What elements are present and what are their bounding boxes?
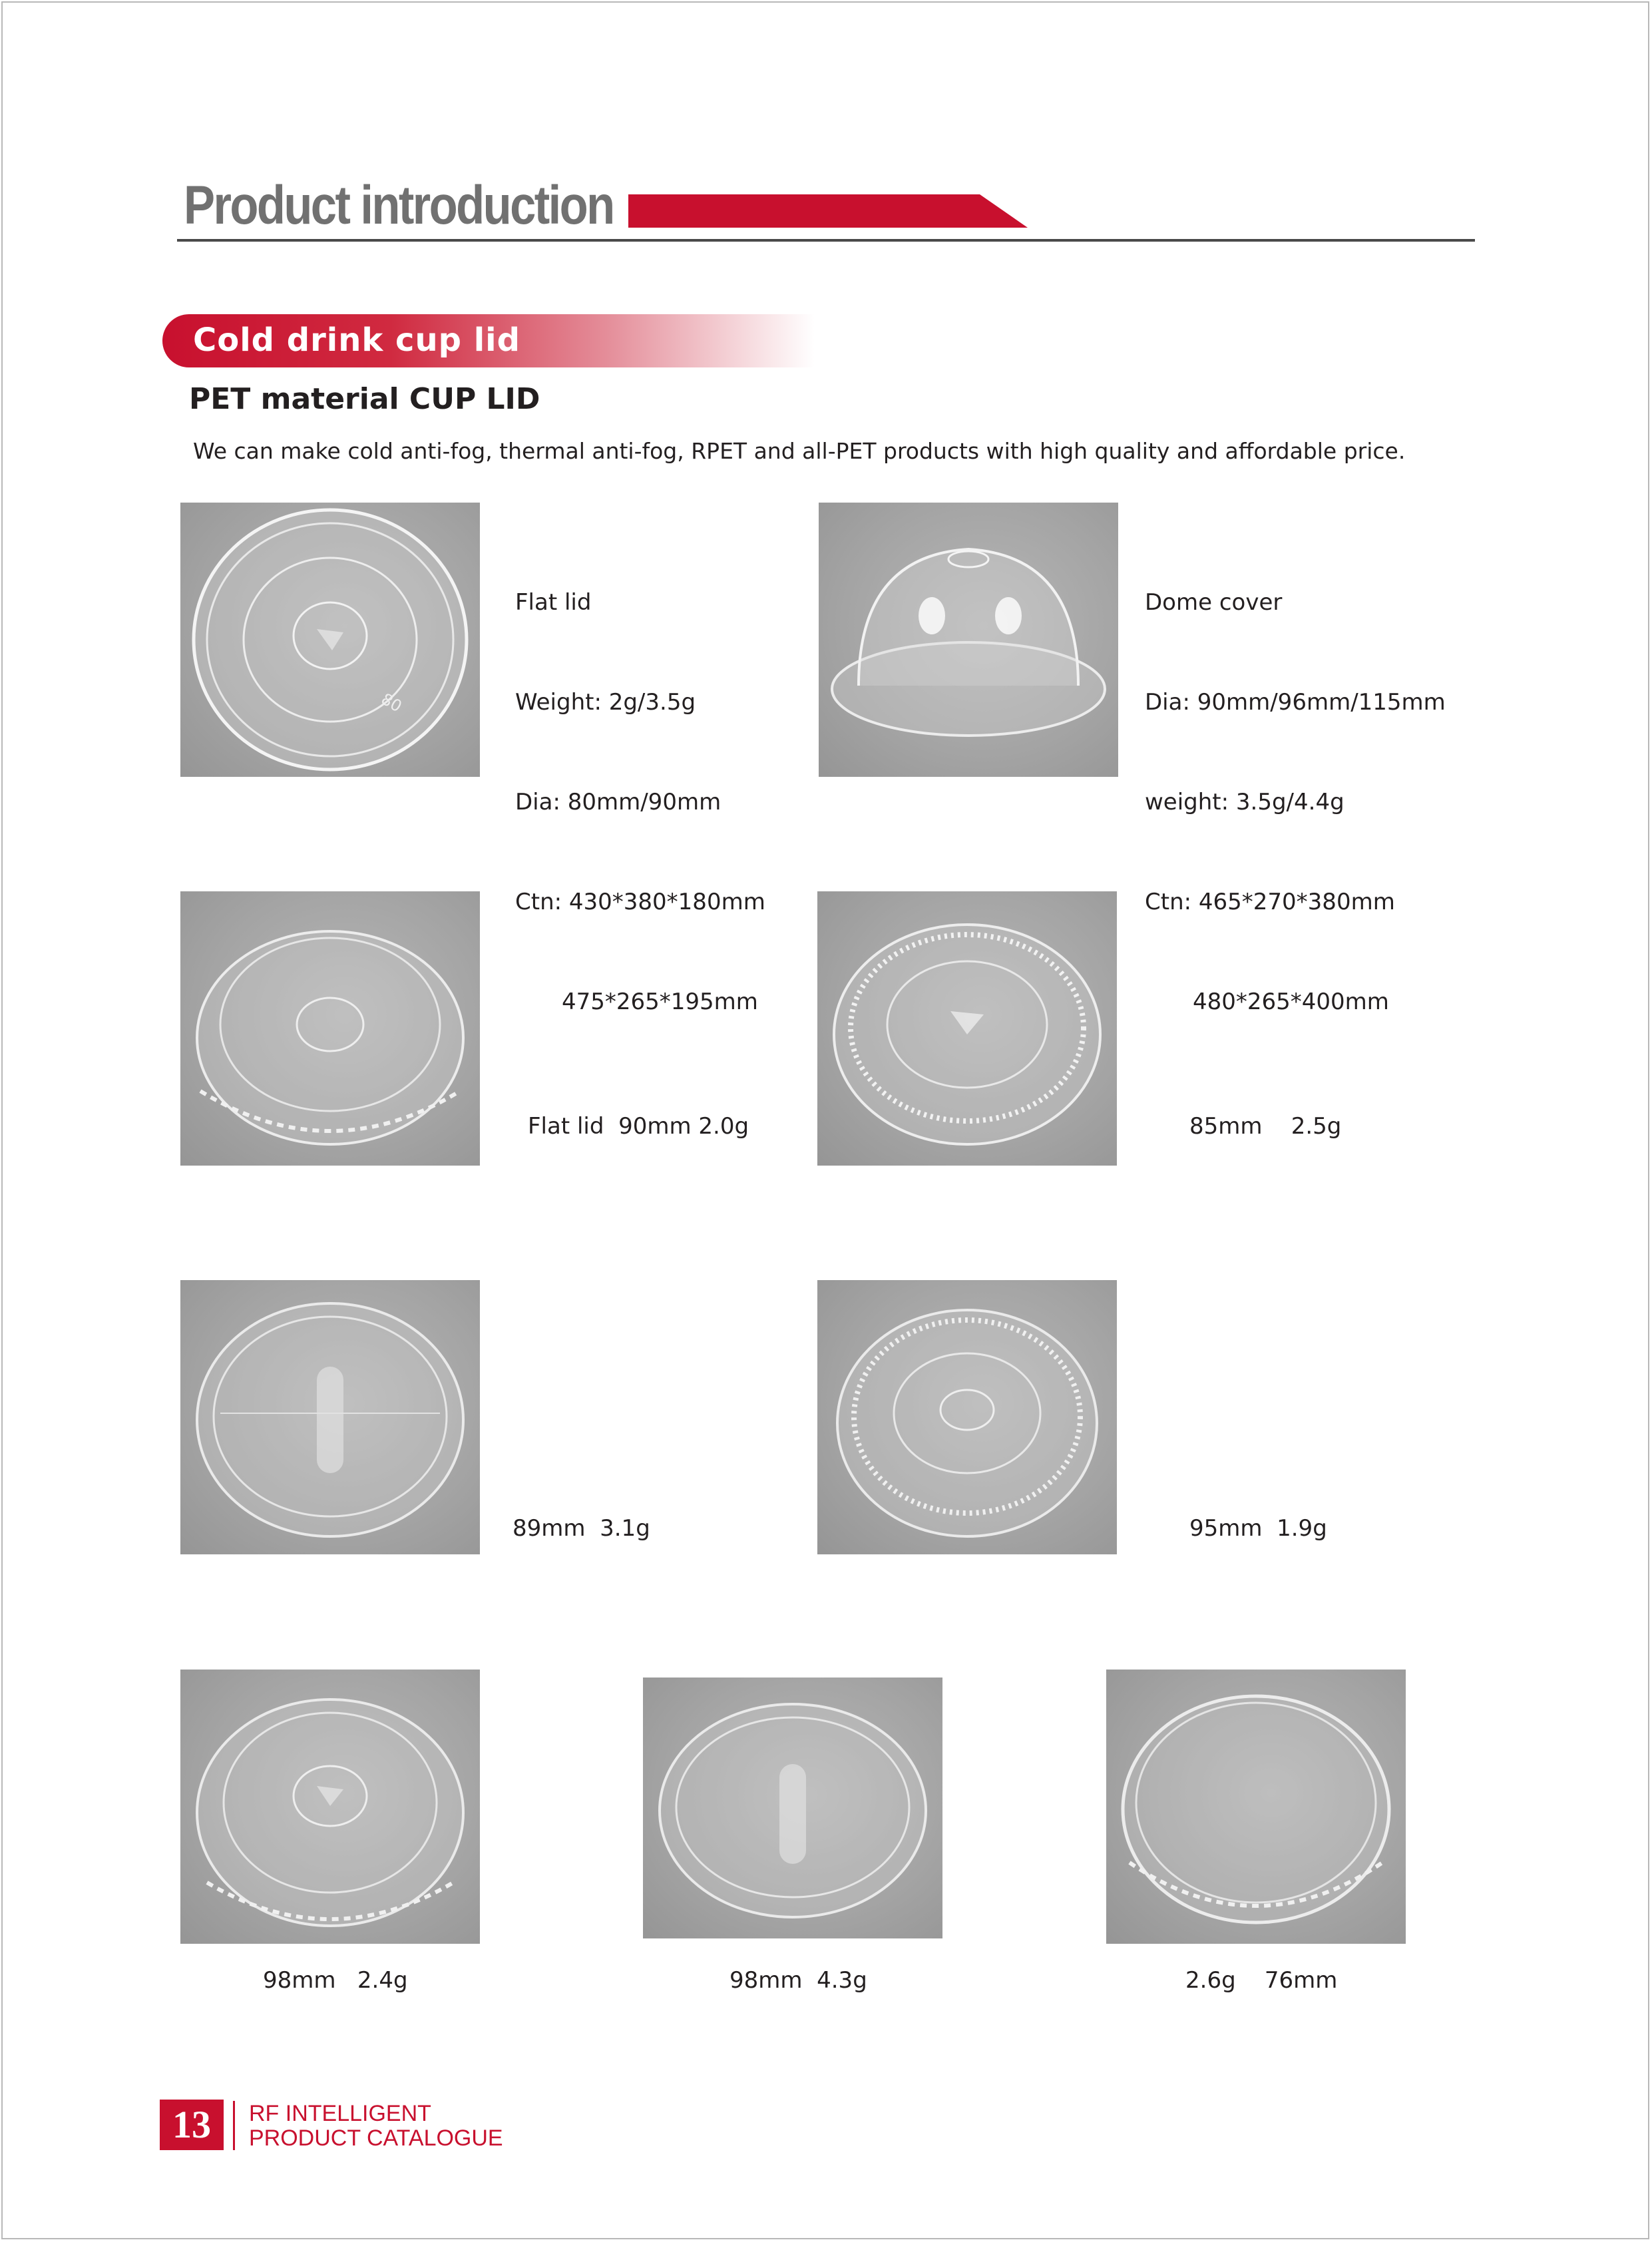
flat-lid-90mm-photo [180,891,480,1166]
footer-company: RF INTELLIGENT [249,2101,431,2126]
lid-85mm-photo [817,891,1117,1166]
lid-85mm-caption: 85mm 2.5g [1189,1113,1342,1140]
lid-76mm-caption: 2.6g 76mm [1185,1967,1338,1994]
flat-lid-photo [180,503,480,777]
lid-98mm-2-4g-photo [180,1670,480,1944]
lid-98mm-4-3g-photo [643,1678,942,1938]
title-accent-bar [628,194,1028,228]
dome-cover-ctn: Ctn: 465*270*380mm [1145,889,1395,915]
lid-76mm-photo [1106,1670,1406,1944]
lid-98mm-4-3g-caption: 98mm 4.3g [729,1967,867,1994]
section-subheading: PET material CUP LID [189,382,540,416]
dome-cover-dia: Dia: 90mm/96mm/115mm [1145,689,1446,716]
title-divider [177,239,1475,242]
dome-cover-specs [1145,519,1446,1052]
dome-cover-weight: weight: 3.5g/4.4g [1145,789,1344,815]
lid-95mm-photo [817,1280,1117,1554]
flat-lid-specs [515,519,765,1052]
dome-cover-name: Dome cover [1145,589,1283,616]
footer-divider [233,2101,235,2150]
flat-lid-90mm-caption: Flat lid 90mm 2.0g [528,1113,749,1140]
page-number: 13 [160,2100,224,2150]
svg-text:80: 80 [378,689,405,716]
flat-lid-dia: Dia: 80mm/90mm [515,789,722,815]
page-title: Product introduction [184,175,614,236]
flat-lid-ctn-2: 475*265*195mm [562,989,758,1015]
dome-cover-photo [819,503,1118,777]
lid-98mm-2-4g-caption: 98mm 2.4g [263,1967,408,1994]
flat-lid-name: Flat lid [515,589,592,616]
footer-catalogue: PRODUCT CATALOGUE [249,2126,503,2151]
lid-95mm-caption: 95mm 1.9g [1189,1515,1327,1542]
flat-lid-ctn: Ctn: 430*380*180mm [515,889,765,915]
section-intro: We can make cold anti-fog, thermal anti-fog, RPET and all-PET products with high quality and affordable price. [193,438,1406,464]
lid-89mm-caption: 89mm 3.1g [513,1515,650,1542]
section-banner-label: Cold drink cup lid [193,322,520,359]
flat-lid-weight: Weight: 2g/3.5g [515,689,696,716]
dome-cover-ctn-2: 480*265*400mm [1193,989,1389,1015]
lid-89mm-photo [180,1280,480,1554]
